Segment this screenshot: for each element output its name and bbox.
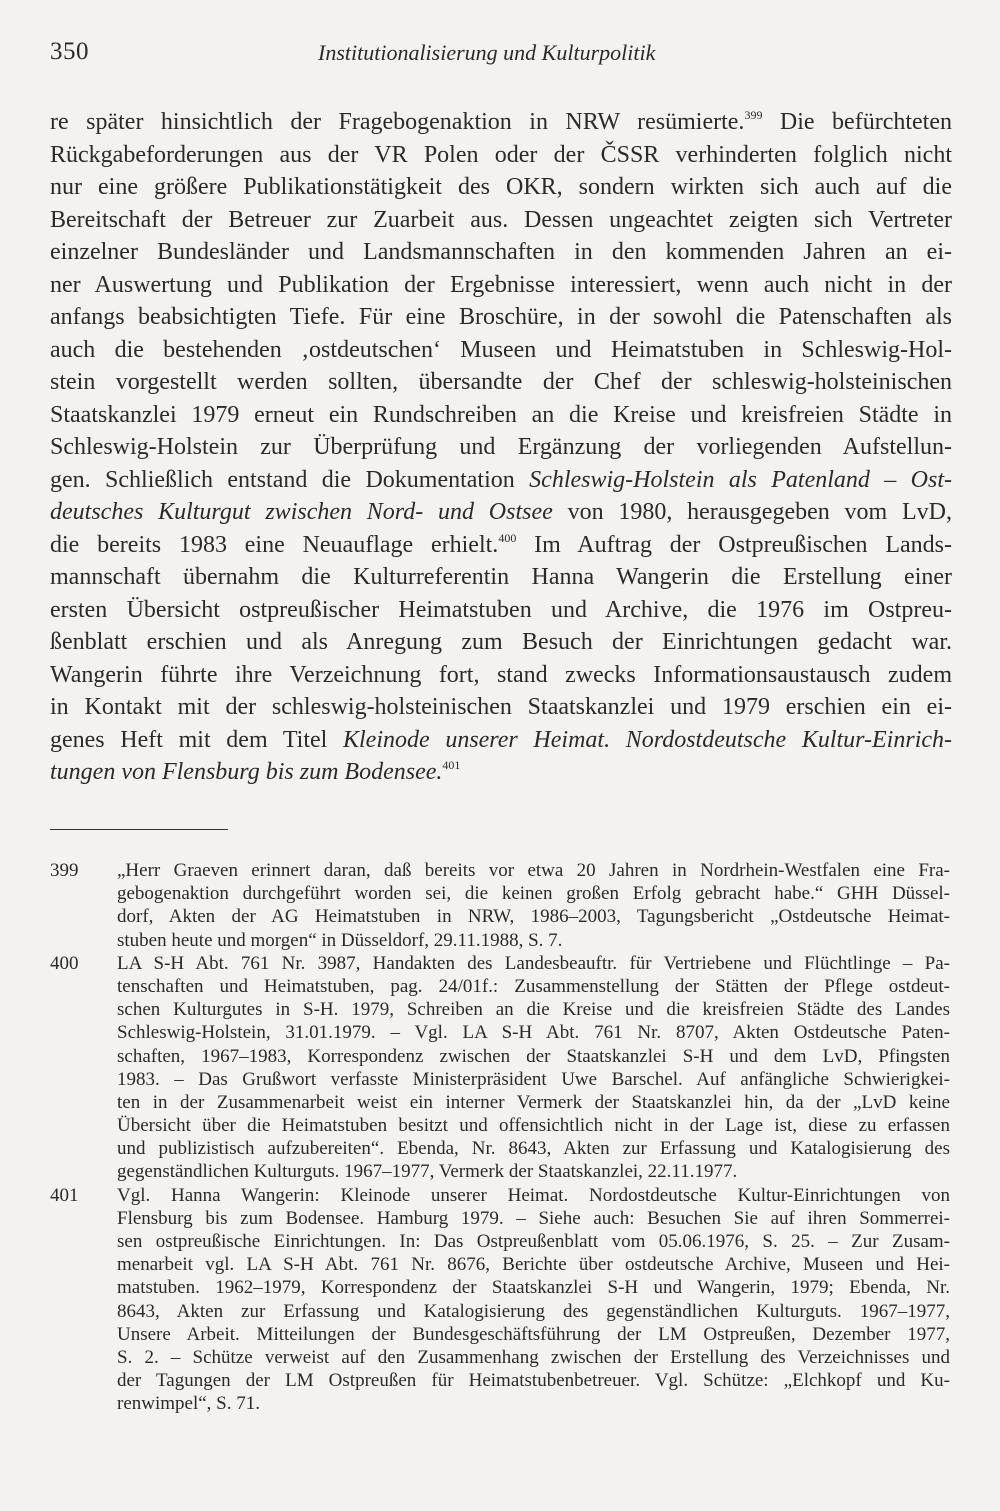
- body-line: [50, 561, 952, 594]
- body-text-segment: re später hinsichtlich der Fragebogenaktion in NRW resümierte.: [50, 109, 745, 135]
- body-text: [50, 106, 952, 789]
- body-line: [50, 691, 952, 724]
- italic-title: tungen von Flensburg bis zum Bodensee.: [50, 759, 443, 785]
- footnote-line: matstuben. 1962–1979, Korrespondenz der Staatskanzlei S-H und Wangerin, 1979; Ebenda, Nr.: [117, 1277, 950, 1299]
- body-line: [50, 399, 952, 432]
- footnote-line: S. 2. – Schütze verweist auf den Zusammenhang zwischen der Erstellung des Verzeichnisses und: [117, 1346, 950, 1368]
- footnote: [50, 859, 950, 952]
- footnote-text: [117, 952, 950, 1184]
- body-line: [50, 106, 952, 139]
- footnote-text: [117, 859, 950, 952]
- footnote-line: schaften, 1967–1983, Korrespondenz zwischen der Staatskanzlei S-H und dem LvD, Pfingsten: [117, 1045, 950, 1067]
- body-line: [50, 594, 952, 627]
- footnote-line: menarbeit vgl. LA S-H Abt. 761 Nr. 8676, Berichte über ostdeutsche Archive, Museen und Hei-: [117, 1254, 950, 1276]
- page-header: [50, 38, 950, 78]
- body-text-segment: mannschaft übernahm die Kulturreferentin Hanna Wangerin die Erstellung einer: [50, 564, 952, 590]
- footnote-line: „Herr Graeven erinnert daran, daß bereits vor etwa 20 Jahren in Nordrhein-Westfalen eine Fra-: [117, 860, 950, 881]
- footnote-text: [117, 1184, 950, 1416]
- body-text-segment: einzelner Bundesländer und Landsmannschaften in den kommenden Jahren an ei-: [50, 239, 952, 265]
- body-line: [50, 236, 952, 269]
- body-text-segment: die bereits 1983 eine Neuauflage erhielt.: [50, 531, 499, 558]
- body-line: [50, 269, 952, 302]
- body-line: [50, 724, 952, 757]
- footnote: [50, 1184, 950, 1416]
- footnote-line: dorf, Akten der AG Heimatstuben in NRW, 1986–2003, Tagungsbericht „Ostdeutsche Heimat-: [117, 906, 950, 928]
- footnote-number: 399: [50, 860, 79, 881]
- body-text-segment: ersten Übersicht ostpreußischer Heimatstuben und Archive, die 1976 im Ostpreu-: [50, 596, 952, 623]
- footnote-line: Flensburg bis zum Bodensee. Hamburg 1979. – Siehe auch: Besuchen Sie auf ihren Sommerrei-: [117, 1207, 950, 1229]
- footnote-line: LA S-H Abt. 761 Nr. 3987, Handakten des Landesbeauftr. für Vertriebene und Flüchtlinge – Pa-: [117, 952, 950, 974]
- body-text-segment: auch die bestehenden ‚ostdeutschen‘ Museen und Heimatstuben in Schleswig-Hol-: [50, 336, 952, 363]
- footnote-line: sen ostpreußische Einrichtungen. In: Das Ostpreußenblatt vom 05.06.1976, S. 25. – Zur Zusam-: [117, 1231, 950, 1252]
- body-text-segment: in Kontakt mit der schleswig-holsteinischen Staatskanzlei und 1979 erschien ein ei-: [50, 694, 952, 720]
- footnote-line: 8643, Akten zur Erfassung und Katalogisierung des gegenständlichen Kulturguts. 1967–1977,: [117, 1300, 950, 1322]
- body-text-segment: nur eine größere Publikationstätigkeit des OKR, sondern wirkten sich auch auf die: [50, 174, 952, 200]
- body-text-segment: von 1980, herausgegeben vom LvD,: [552, 499, 952, 525]
- body-text-segment: stein vorgestellt werden sollten, übersandte der Chef der schleswig-holsteinischen: [50, 369, 952, 395]
- italic-title: Kleinode unserer Heimat. Nordostdeutsche Kultur-Einrich-: [343, 726, 953, 753]
- page-number: 350: [50, 38, 89, 65]
- footnote-reference: 401: [442, 758, 461, 772]
- body-line: [50, 171, 952, 204]
- footnote-line: tenschaften und Heimatstuben, pag. 24/01f.: Zusammenstellung der Stätten der Pflege ostdeut-: [117, 975, 950, 997]
- footnote-line: ten in der Zusammenarbeit weist ein interner Vermerk der Staatskanzlei hin, da der „LvD keine: [117, 1091, 950, 1113]
- italic-title: Schleswig-Holstein als Patenland – Ost-: [529, 466, 953, 493]
- running-head: Institutionalisierung und Kulturpolitik: [318, 40, 656, 65]
- body-text-segment: ner Auswertung und Publikation der Ergebnisse interessiert, wenn auch nicht in der: [50, 271, 952, 298]
- body-line: [50, 139, 952, 172]
- footnote-line: und publizistisch aufzubereiten“. Ebenda, Nr. 8643, Akten zur Erfassung und Katalogisierung des: [117, 1138, 950, 1160]
- italic-title: deutsches Kulturgut zwischen Nord- und Ostsee: [50, 499, 553, 525]
- body-line: [50, 659, 952, 692]
- body-line: [50, 529, 952, 562]
- footnote-line: 1983. – Das Grußwort verfasste Ministerpräsident Uwe Barschel. Auf anfängliche Schwierigkei-: [117, 1068, 950, 1090]
- footnote-line: gebogenaktion durchgeführt worden sei, die keinen großen Erfolg gebracht habe.“ GHH Düssel-: [117, 883, 950, 905]
- body-text-segment: Staatskanzlei 1979 erneut ein Rundschreiben an die Kreise und kreisfreien Städte in: [50, 401, 952, 428]
- footnote-line: Schleswig-Holstein, 31.01.1979. – Vgl. LA S-H Abt. 761 Nr. 8707, Akten Ostdeutsche Paten-: [117, 1022, 950, 1044]
- body-line: [50, 431, 952, 464]
- body-text-segment: anfangs beabsichtigten Tiefe. Für eine Broschüre, in der sowohl die Patenschaften als: [50, 304, 952, 330]
- body-line: [50, 204, 952, 237]
- body-line: [50, 756, 952, 789]
- body-line: [50, 496, 952, 529]
- footnotes: [50, 859, 950, 1416]
- body-text-segment: Im Auftrag der Ostpreußischen Lands-: [516, 531, 953, 558]
- body-text-segment: gen. Schließlich entstand die Dokumentation: [50, 466, 530, 493]
- body-line: [50, 626, 952, 659]
- footnote-line: Unsere Arbeit. Mitteilungen der Bundesgeschäftsführung der LM Ostpreußen, Dezember 1977,: [117, 1323, 950, 1345]
- footnote: [50, 952, 950, 1184]
- footnote-reference: 399: [744, 108, 763, 122]
- footnote-line: der Tagungen der LM Ostpreußen für Heimatstubenbetreuer. Vgl. Schütze: „Elchkopf und Ku-: [117, 1370, 950, 1392]
- body-text-segment: ßenblatt erschien und als Anregung zum Besuch der Einrichtungen gedacht war.: [50, 629, 952, 655]
- body-line: [50, 301, 952, 334]
- footnote-number: 401: [50, 1184, 79, 1206]
- body-text-segment: Wangerin führte ihre Verzeichnung fort, stand zwecks Informationsaustausch zudem: [50, 661, 952, 688]
- footnote-line: gegenständlichen Kulturguts. 1967–1977, Vermerk der Staatskanzlei, 22.11.1977.: [117, 1161, 738, 1183]
- footnote-reference: 400: [498, 530, 517, 545]
- footnote-line: schen Kulturgutes in S-H. 1979, Schreiben an die Kreise und die kreisfreien Städte des Landes: [117, 999, 950, 1021]
- footnote-line: stuben heute und morgen“ in Düsseldorf, 29.11.1988, S. 7.: [117, 929, 563, 951]
- footnote-divider: [50, 829, 228, 830]
- body-line: [50, 366, 952, 399]
- footnote-line: renwimpel“, S. 71.: [117, 1393, 261, 1415]
- footnote-number: 400: [50, 952, 79, 974]
- footnote-line: Übersicht über die Heimatstuben besitzt und offensichtlich nicht in der Lage ist, diese zu erfassen: [117, 1115, 950, 1137]
- body-text-segment: Schleswig-Holstein zur Überprüfung und Ergänzung der vorliegenden Aufstellun-: [50, 434, 952, 460]
- body-line: [50, 334, 952, 367]
- body-text-segment: Die befürchteten: [762, 109, 952, 135]
- body-text-segment: genes Heft mit dem Titel: [50, 726, 343, 753]
- footnote-line: Vgl. Hanna Wangerin: Kleinode unserer Heimat. Nordostdeutsche Kultur-Einrichtungen von: [117, 1184, 950, 1206]
- body-text-segment: Bereitschaft der Betreuer zur Zuarbeit aus. Dessen ungeachtet zeigten sich Vertreter: [50, 206, 952, 233]
- body-text-segment: Rückgabeforderungen aus der VR Polen oder der ČSSR verhinderten folglich nicht: [50, 141, 952, 168]
- body-line: [50, 464, 952, 497]
